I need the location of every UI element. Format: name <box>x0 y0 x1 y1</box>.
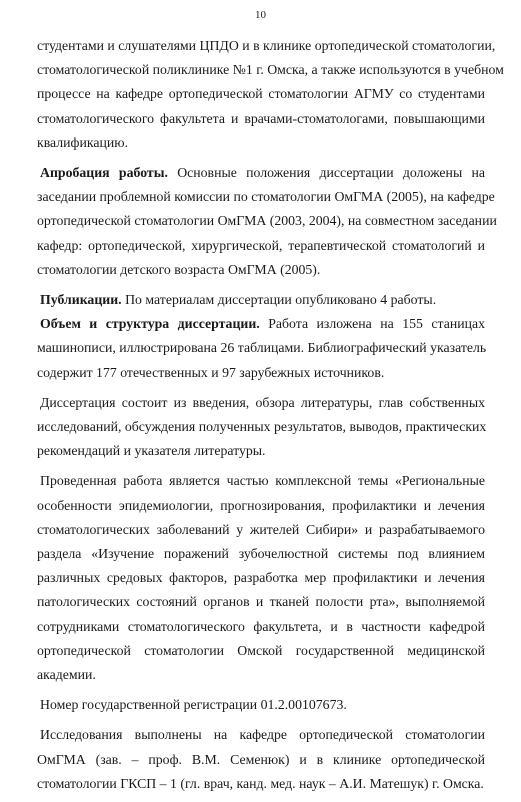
text-line: сотрудниками стоматологического факультета, и в частности кафедрой <box>37 618 485 634</box>
text-line: рекомендаций и указателя литературы. <box>37 443 266 459</box>
text-line: стоматологического факультета и врачами-стоматологами, повышающими <box>37 110 485 126</box>
paragraph-structure <box>37 312 485 385</box>
text-line: ортопедической стоматологии ОмГМА (2003, 2004), на совместном заседании <box>37 213 497 229</box>
text-line <box>37 288 485 312</box>
text-line: стоматологии ГКСП – 1 (гл. врач, канд. мед. наук – А.И. Матешук) г. Омска. <box>37 775 484 791</box>
text-line: Диссертация состоит из введения, обзора литературы, глав собственных <box>40 394 485 410</box>
text-line: исследований, обсуждения полученных результатов, выводов, практических <box>37 419 487 435</box>
text-line: стоматологической поликлинике №1 г. Омска, а также используются в учебном <box>37 62 504 78</box>
text-line: ОмГМА (зав. – проф. В.М. Семенюк) и в клинике ортопедической <box>37 751 485 767</box>
text-line: стоматологических заболеваний у жителей Сибири» и разрабатываемого <box>37 521 485 537</box>
text-line: Проведенная работа является частью комплексной темы «Региональные <box>40 473 485 489</box>
text-line: студентами и слушателями ЦПДО и в клинике ортопедической стоматологии, <box>37 38 496 53</box>
text-line: Номер государственной регистрации 01.2.00107673. <box>40 697 347 713</box>
text-line: Исследования выполнены на кафедре ортопедической стоматологии <box>40 727 485 743</box>
text-line <box>37 312 485 336</box>
text-line <box>37 161 485 185</box>
paragraph-implementation <box>37 34 504 155</box>
text-line: академии. <box>37 667 96 683</box>
text-line: заседании проблемной комиссии по стоматологии ОмГМА (2005), на кафедре <box>37 189 495 205</box>
text-line: раздела «Изучение поражений зубочелюстной системы под влиянием <box>37 546 485 562</box>
paragraph-heading: Объем и структура диссертации. <box>40 316 260 332</box>
text-line: машинописи, иллюстрирована 26 таблицами. Библиографический указатель <box>37 340 487 356</box>
text-fragment: Работа изложена на 155 станицах <box>259 316 485 332</box>
text-line: различных средовых факторов, разработка мер профилактики и лечения <box>37 570 485 586</box>
document-body <box>37 34 504 802</box>
text-line: патологических состояний органов и тканей полости рта», выполняемой <box>37 594 485 610</box>
text-line: стоматологии детского возраста ОмГМА (2005). <box>37 261 321 277</box>
paragraph-heading: Апробация работы. <box>40 165 168 181</box>
text-line: ортопедической стоматологии Омской государственной медицинской <box>37 642 485 658</box>
text-line: кафедр: ортопедической, хирургической, терапевтической стоматологий и <box>37 237 485 253</box>
text-fragment: По материалам диссертации опубликовано 4 работы. <box>121 292 437 308</box>
text-line: содержит 177 отечественных и 97 зарубежных источников. <box>37 364 385 380</box>
paragraph-approbation <box>37 161 497 282</box>
text-fragment: Основные положения диссертации доложены на <box>167 165 485 181</box>
text-line: процессе на кафедре ортопедической стоматологии АГМУ со студентами <box>37 86 485 102</box>
text-line: квалификацию. <box>37 134 129 150</box>
text-line: особенности эпидемиологии, прогнозирования, профилактики и лечения <box>37 497 485 513</box>
paragraph-heading: Публикации. <box>40 292 122 308</box>
paragraph-theme <box>37 469 485 687</box>
page-number: 10 <box>255 9 266 21</box>
paragraph-publications <box>37 288 485 312</box>
paragraph-contents <box>37 391 485 464</box>
paragraph-research-location <box>37 723 485 796</box>
paragraph-registration <box>37 693 485 717</box>
